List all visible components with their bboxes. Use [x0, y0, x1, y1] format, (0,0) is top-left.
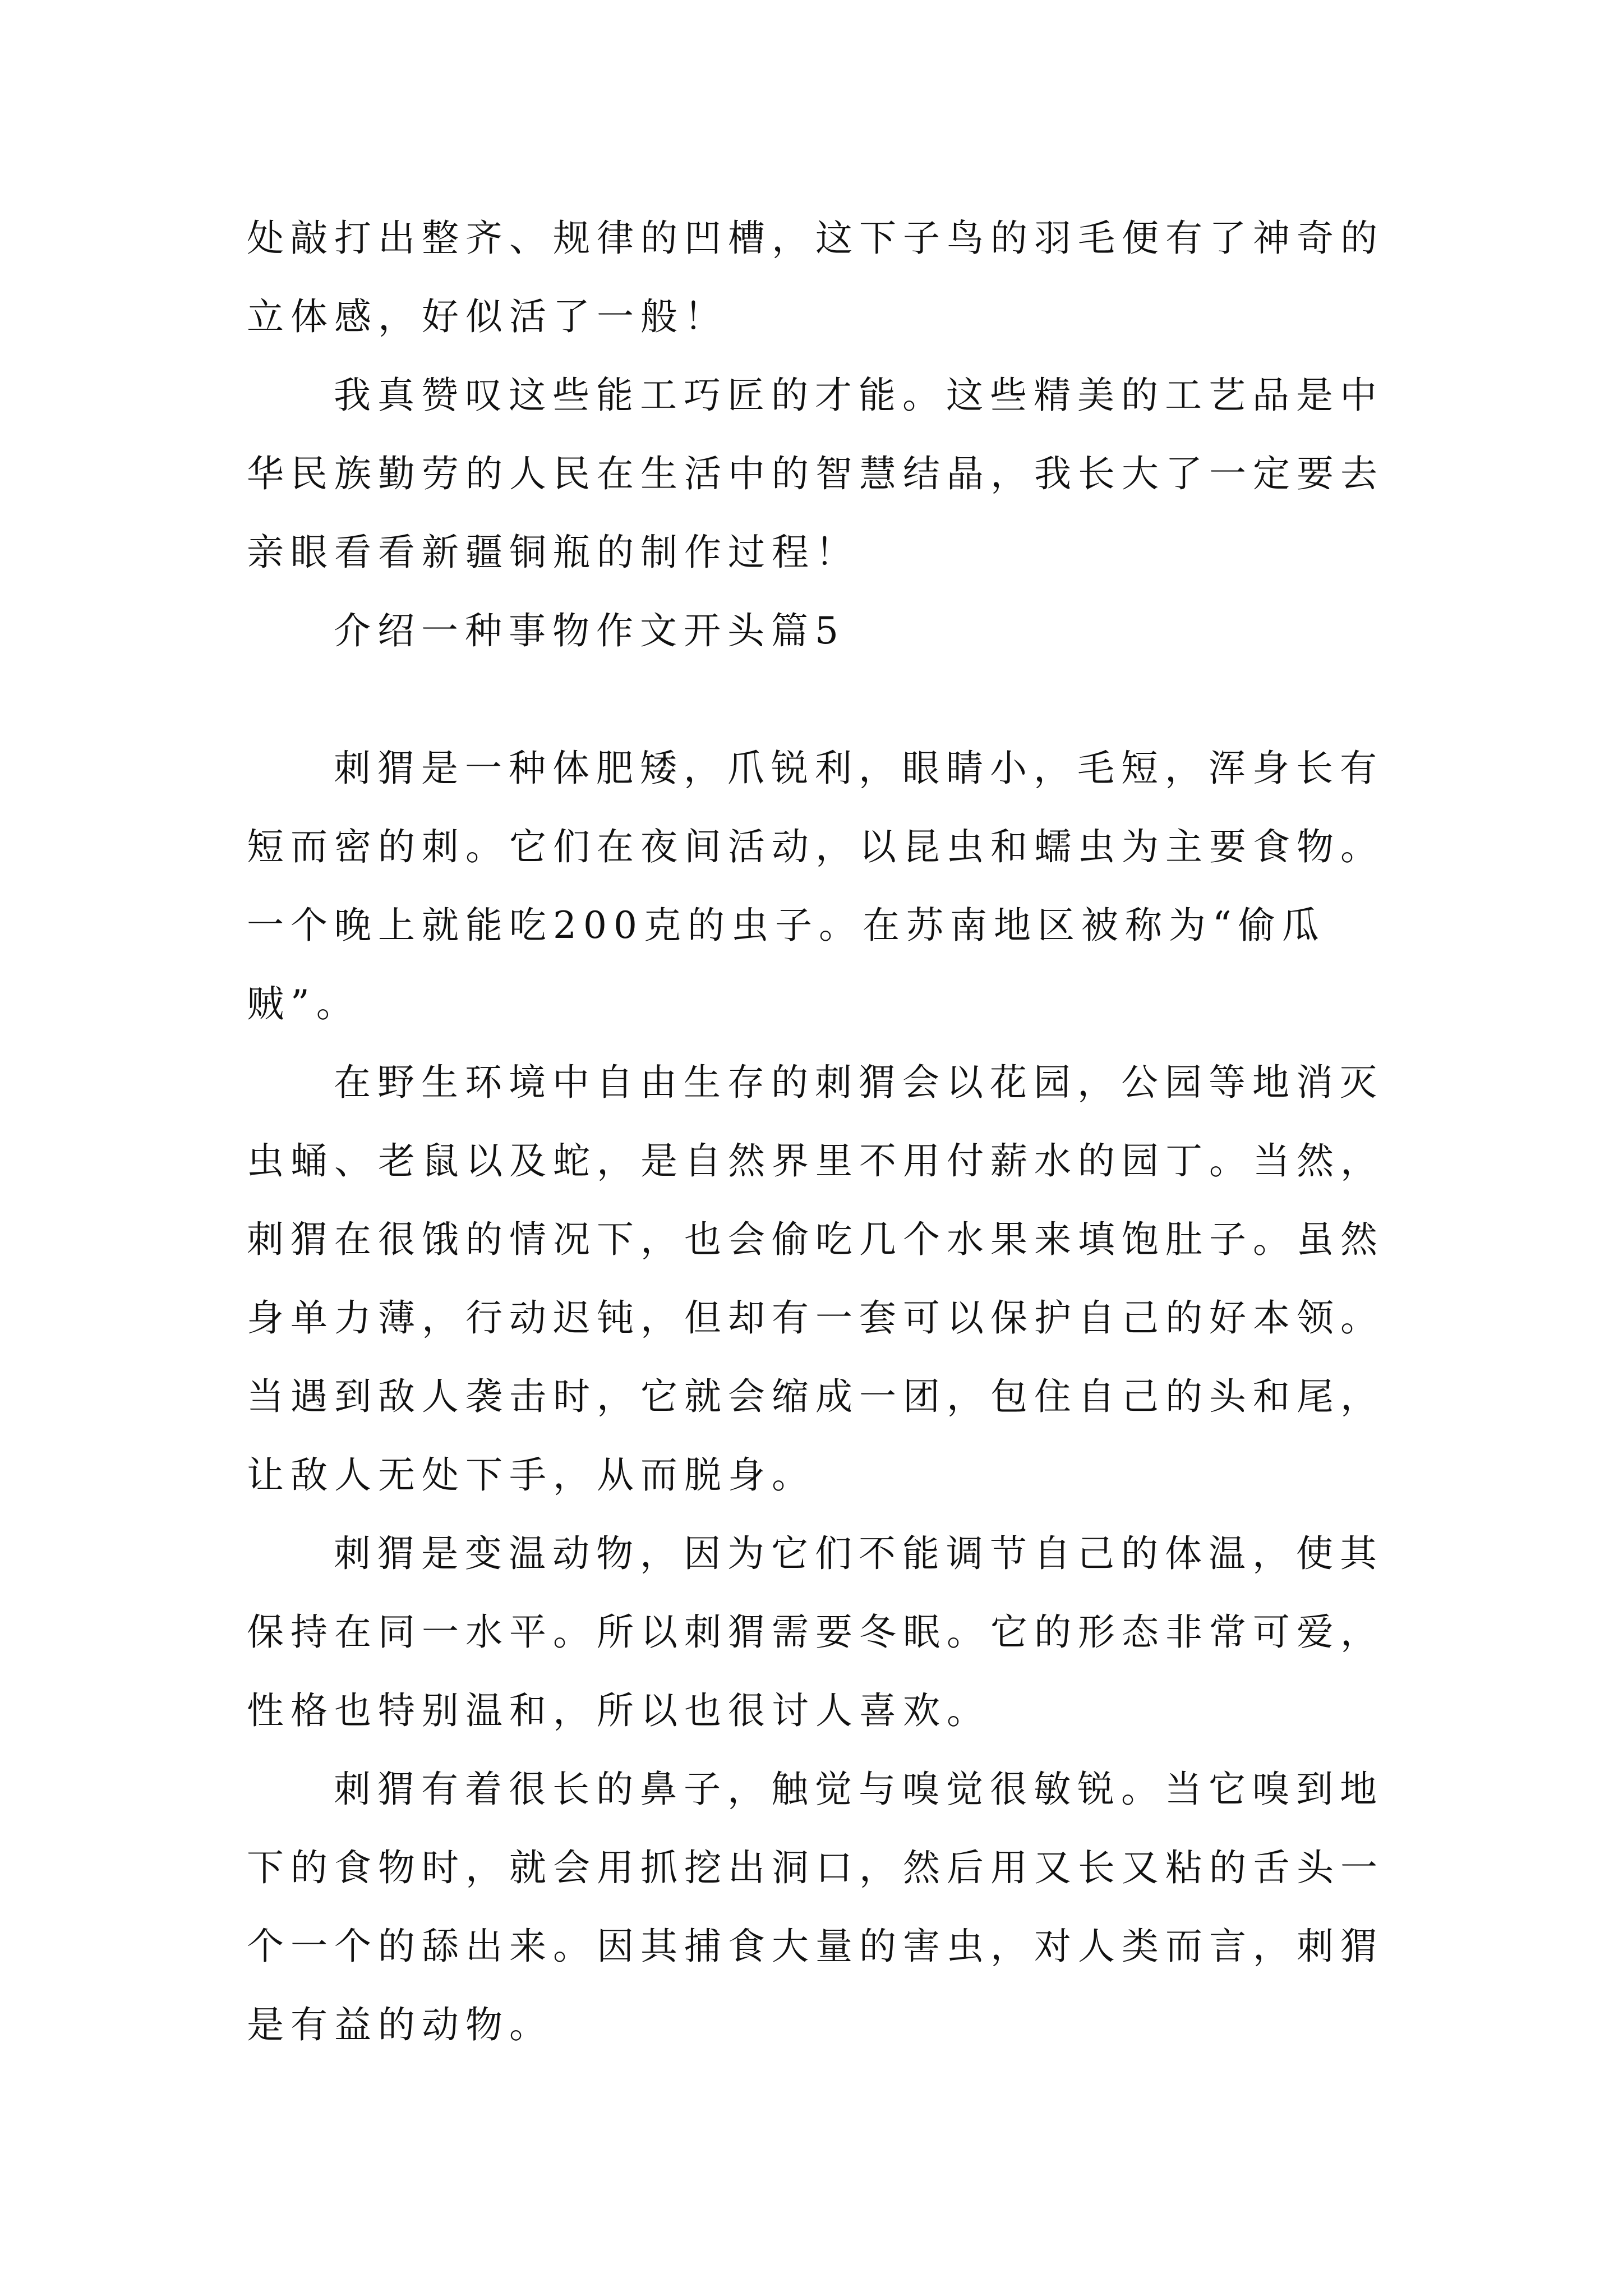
- text-line: 性格也特别温和，所以也很讨人喜欢。: [247, 1689, 990, 1732]
- text-line: 一个晚上就能吃200克的虫子。在苏南地区被称为“偷瓜: [247, 904, 1326, 947]
- text-line: 处敲打出整齐、规律的凹槽，这下子鸟的羽毛便有了神奇的: [247, 217, 1384, 260]
- text-line: 短而密的刺。它们在夜间活动，以昆虫和蠕虫为主要食物。: [247, 825, 1384, 868]
- text-line: 刺猬是一种体肥矮，爪锐利，眼睛小，毛短，浑身长有: [334, 747, 1384, 790]
- text-line: 贼”。: [247, 982, 360, 1025]
- text-line: 是有益的动物。: [247, 2003, 553, 2046]
- section-heading: 介绍一种事物作文开头篇5: [334, 609, 845, 652]
- text-line: 亲眼看看新疆铜瓶的制作过程！: [247, 531, 859, 574]
- text-line: 当遇到敌人袭击时，它就会缩成一团，包住自己的头和尾，: [247, 1375, 1384, 1418]
- text-line: 刺猬是变温动物，因为它们不能调节自己的体温，使其: [334, 1532, 1384, 1575]
- text-line: 华民族勤劳的人民在生活中的智慧结晶，我长大了一定要去: [247, 452, 1384, 495]
- text-line: 让敌人无处下手，从而脱身。: [247, 1453, 815, 1497]
- text-line: 在野生环境中自由生存的刺猬会以花园，公园等地消灭: [334, 1061, 1384, 1104]
- text-line: 保持在同一水平。所以刺猬需要冬眠。它的形态非常可爱，: [247, 1611, 1384, 1654]
- text-line: 立体感，好似活了一般！: [247, 295, 728, 338]
- text-line: 身单力薄，行动迟钝，但却有一套可以保护自己的好本领。: [247, 1296, 1384, 1340]
- text-line: 下的食物时，就会用抓挖出洞口，然后用又长又粘的舌头一: [247, 1846, 1384, 1889]
- text-line: 刺猬有着很长的鼻子，触觉与嗅觉很敏锐。当它嗅到地: [334, 1768, 1384, 1811]
- text-line: 个一个的舔出来。因其捕食大量的害虫，对人类而言，刺猬: [247, 1925, 1384, 1968]
- text-line: 我真赞叹这些能工巧匠的才能。这些精美的工艺品是中: [334, 374, 1384, 417]
- text-line: 刺猬在很饿的情况下，也会偷吃几个水果来填饱肚子。虽然: [247, 1218, 1384, 1261]
- text-line: 虫蛹、老鼠以及蛇，是自然界里不用付薪水的园丁。当然，: [247, 1139, 1384, 1182]
